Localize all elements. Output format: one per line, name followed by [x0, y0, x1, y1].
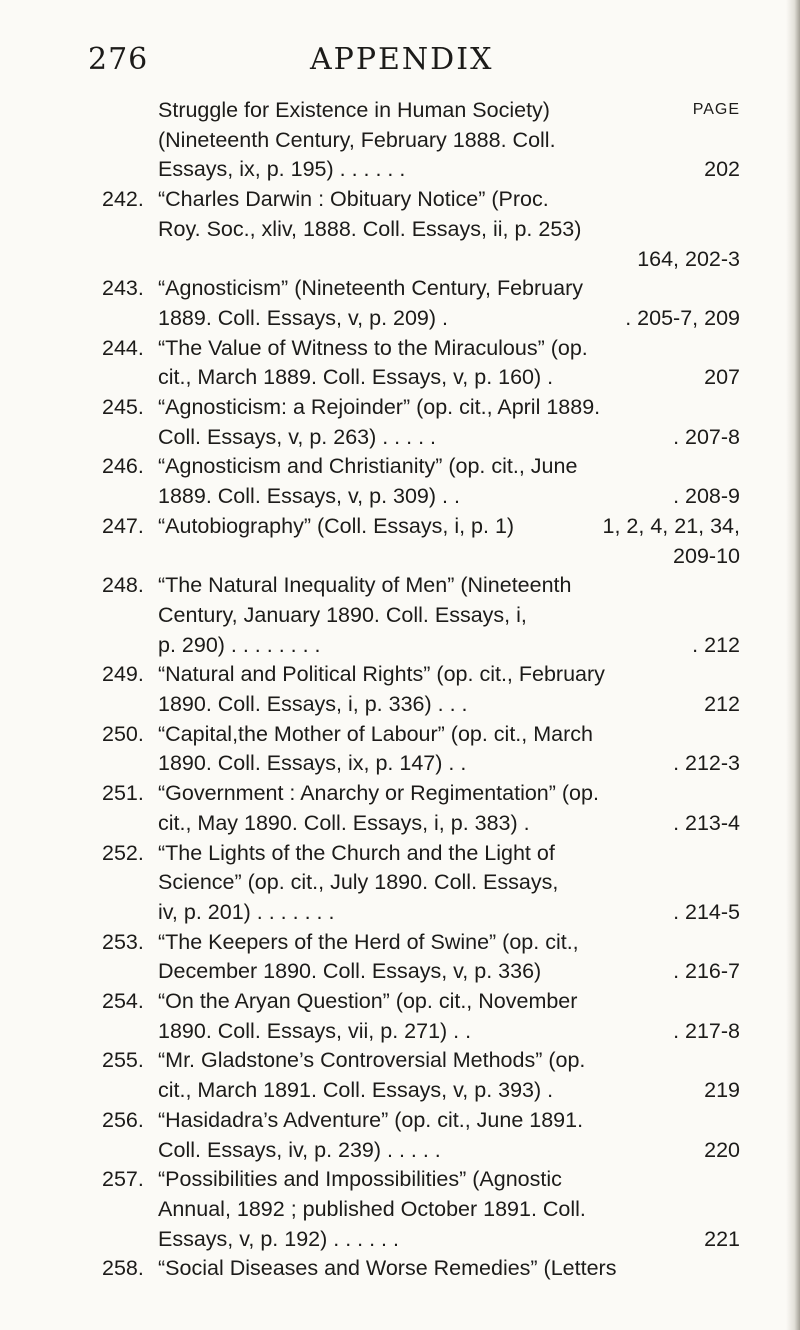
- entry-number: 245.: [102, 395, 144, 419]
- entry-page-ref: . 213-4: [673, 810, 740, 835]
- entry-text-line: 1889. Coll. Essays, v, p. 209) .: [158, 305, 448, 330]
- entry-page-ref: 202: [704, 157, 740, 182]
- entry-number: 255.: [102, 1048, 144, 1073]
- entry-text-line: Roy. Soc., xliv, 1888. Coll. Essays, ii, p. 253): [158, 216, 582, 241]
- entry-text-line: 1889. Coll. Essays, v, p. 309) . .: [158, 484, 460, 509]
- entry-text-line: “On the Aryan Question” (op. cit., November: [158, 989, 578, 1013]
- entry-number: 251.: [102, 781, 144, 806]
- entry-number: 257.: [102, 1167, 144, 1192]
- entry-number: 246.: [102, 454, 144, 479]
- entry-text-line: 1890. Coll. Essays, i, p. 336) . . .: [158, 692, 468, 716]
- entry-number: 247.: [102, 513, 144, 538]
- entry-text-line: “The Value of Witness to the Miraculous” (op.: [158, 335, 588, 360]
- entry-text-line: “Charles Darwin : Obituary Notice” (Proc.: [158, 187, 549, 212]
- entry-page-ref: . 207-8: [673, 424, 740, 449]
- entry-number: 244.: [102, 335, 144, 360]
- entry-text-line: Coll. Essays, v, p. 263) . . . . .: [158, 424, 436, 449]
- entry-page-ref: . 212: [692, 632, 740, 657]
- entry-text-line: “Agnosticism” (Nineteenth Century, February: [158, 276, 583, 301]
- page-column-label: PAGE: [692, 101, 740, 118]
- entry-text-line: “Mr. Gladstone’s Controversial Methods” (op.: [158, 1048, 586, 1073]
- entry-page-ref: 212: [704, 692, 740, 716]
- entry-number: 248.: [102, 573, 144, 598]
- entry-text-line: “The Natural Inequality of Men” (Nineteenth: [158, 573, 572, 598]
- entry-text-line: “Agnosticism and Christianity” (op. cit., June: [158, 454, 578, 479]
- entry-text-line: “Government : Anarchy or Regimentation” (op.: [158, 781, 599, 806]
- entry-number: 256.: [102, 1107, 144, 1132]
- entry-text-line: “The Keepers of the Herd of Swine” (op. cit.,: [158, 929, 579, 954]
- entry-page-ref: . 214-5: [673, 899, 740, 924]
- entry-text-line: Essays, v, p. 192) . . . . . .: [158, 1226, 399, 1251]
- entry-text-line: Century, January 1890. Coll. Essays, i,: [158, 602, 527, 627]
- entry-page-ref: 219: [704, 1078, 740, 1103]
- entry-number: 254.: [102, 989, 144, 1013]
- entry-page-ref: . 208-9: [673, 484, 740, 509]
- entry-text-line: cit., May 1890. Coll. Essays, i, p. 383) .: [158, 810, 530, 835]
- entry-page-ref: 207: [704, 365, 740, 390]
- entry-text-line: 1890. Coll. Essays, ix, p. 147) . .: [158, 751, 467, 776]
- entry-text-line: Science” (op. cit., July 1890. Coll. Essays,: [158, 870, 559, 895]
- entry-page-ref: . 217-8: [673, 1018, 740, 1043]
- entry-number: 249.: [102, 662, 144, 687]
- entry-page-ref: 1, 2, 4, 21, 34,: [602, 513, 740, 538]
- entry-text-line: cit., March 1891. Coll. Essays, v, p. 393) .: [158, 1078, 554, 1103]
- entry-text-line: “Hasidadra’s Adventure” (op. cit., June 1891.: [158, 1107, 584, 1132]
- entry-text-line: “Capital,the Mother of Labour” (op. cit., March: [158, 721, 593, 746]
- entry-text-line: Essays, ix, p. 195) . . . . . .: [158, 157, 406, 182]
- entry-text-line: 1890. Coll. Essays, vii, p. 271) . .: [158, 1018, 472, 1043]
- entry-text-line: December 1890. Coll. Essays, v, p. 336): [158, 959, 542, 984]
- entry-text-line: “Agnosticism: a Rejoinder” (op. cit., April 1889.: [158, 395, 601, 419]
- entry-text-line: (Nineteenth Century, February 1888. Coll.: [158, 127, 556, 152]
- entry-page-ref: 220: [704, 1137, 740, 1162]
- entry-page-ref: 209-10: [673, 543, 740, 568]
- entry-text-line: Coll. Essays, iv, p. 239) . . . . .: [158, 1137, 441, 1162]
- entry-text-line: Annual, 1892 ; published October 1891. Coll.: [158, 1196, 586, 1221]
- entry-text-line: “Social Diseases and Worse Remedies” (Letters: [158, 1256, 617, 1281]
- entry-text-line: “Natural and Political Rights” (op. cit., February: [158, 662, 605, 687]
- entry-number: 253.: [102, 929, 144, 954]
- entry-text-line: “The Lights of the Church and the Light of: [158, 840, 555, 865]
- entry-text-line: iv, p. 201) . . . . . . .: [158, 899, 335, 924]
- entry-page-ref: . 205-7, 209: [625, 305, 740, 330]
- entry-page-ref: 164, 202-3: [637, 246, 740, 271]
- entry-number: 243.: [102, 276, 144, 301]
- entry-text-line: “Autobiography” (Coll. Essays, i, p. 1): [158, 513, 515, 538]
- entry-number: 250.: [102, 721, 144, 746]
- entry-text-line: “Possibilities and Impossibilities” (Agnostic: [158, 1167, 562, 1192]
- running-head: APPENDIX: [310, 42, 494, 77]
- entry-number: 258.: [102, 1256, 144, 1281]
- entry-text-line: cit., March 1889. Coll. Essays, v, p. 160) .: [158, 365, 554, 390]
- entry-text-line: p. 290) . . . . . . . .: [158, 632, 321, 657]
- entry-text-line: Struggle for Existence in Human Society): [158, 98, 550, 122]
- entry-page-ref: . 212-3: [673, 751, 740, 776]
- entry-number: 242.: [102, 187, 144, 212]
- entry-page-ref: . 216-7: [673, 959, 740, 984]
- page-number: 276: [88, 42, 149, 77]
- entry-page-ref: 221: [704, 1226, 740, 1251]
- entry-number: 252.: [102, 840, 144, 865]
